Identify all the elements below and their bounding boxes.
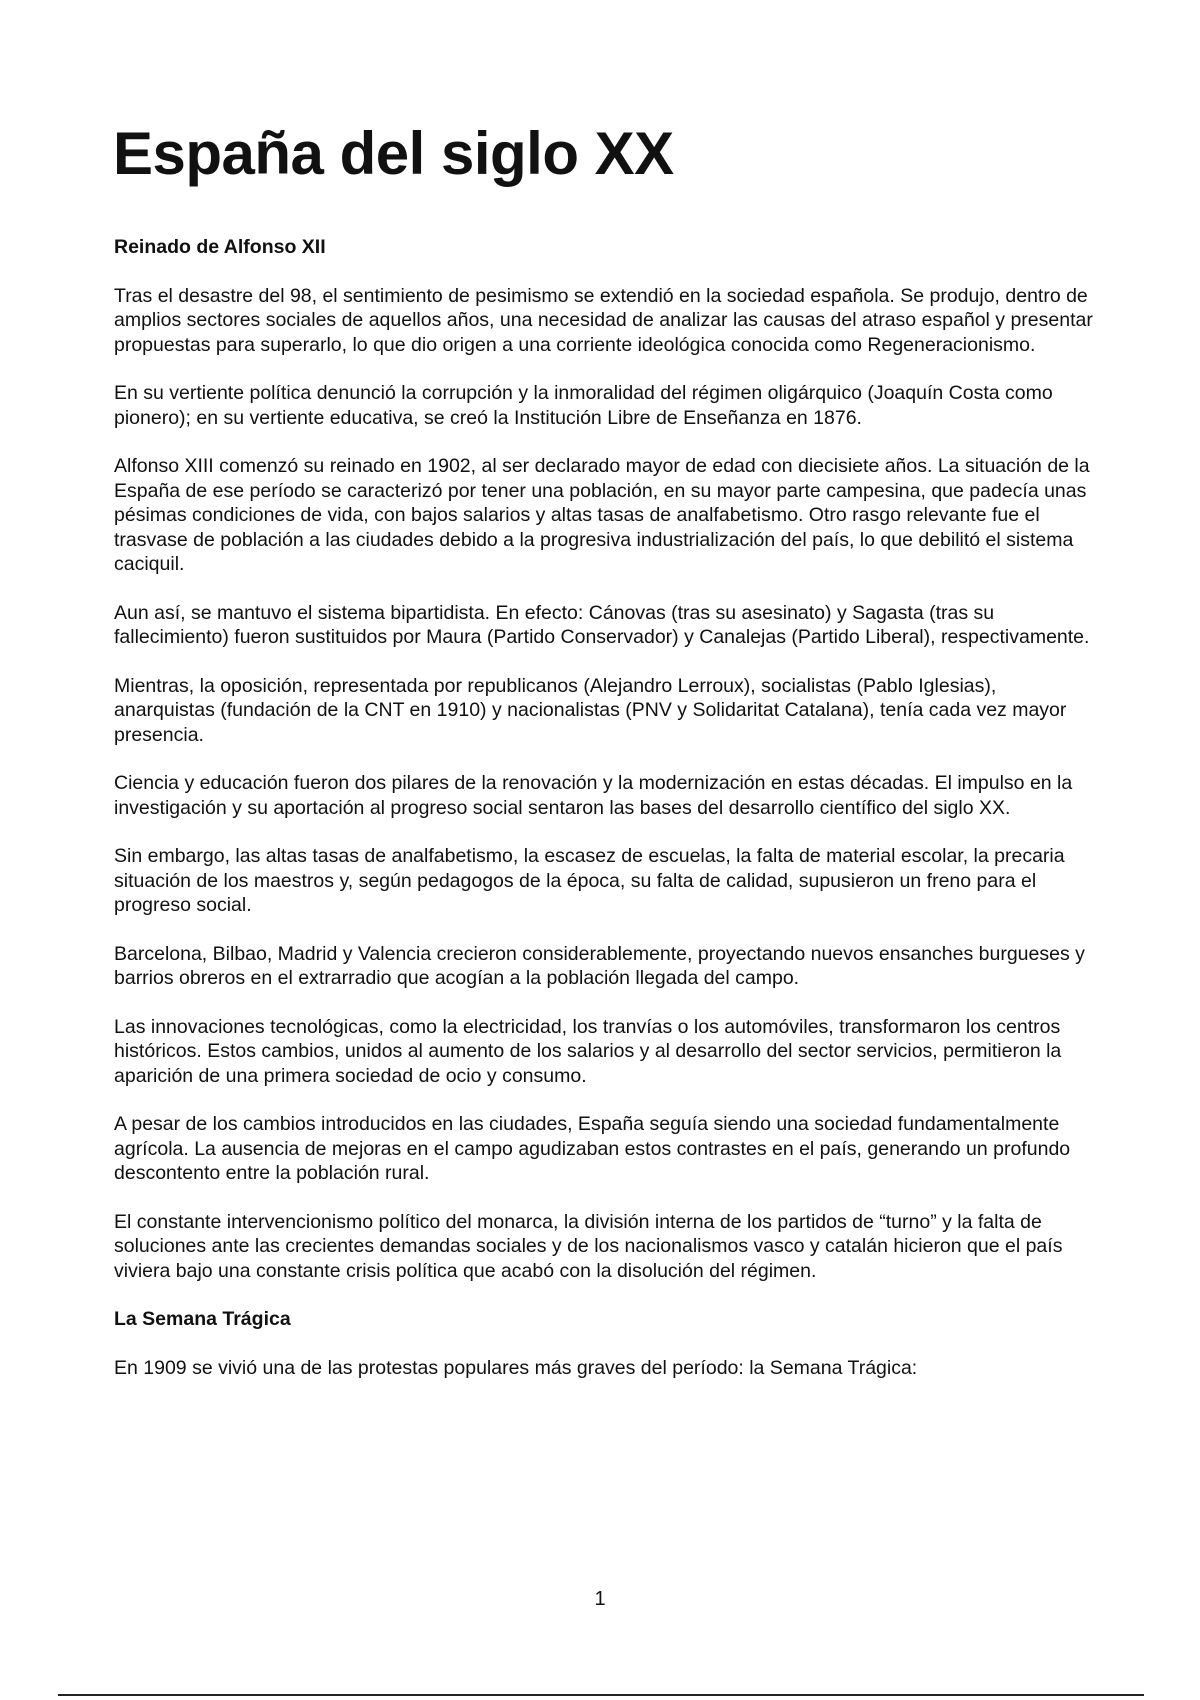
paragraph: Mientras, la oposición, representada por republicanos (Alejandro Lerroux), socialistas (Pablo Iglesias), anarquistas (fundación de la CNT en 1910) y nacionalistas (PNV y Solidaritat Catalana), tenía cada vez mayor presencia. bbox=[114, 674, 1067, 746]
paragraph: Barcelona, Bilbao, Madrid y Valencia crecieron considerablemente, proyectando nuevos ensanches burgueses y barrios obreros en el extrarradio que acogían a la población llegada del campo. bbox=[114, 942, 1085, 989]
page-title: España del siglo XX bbox=[113, 120, 674, 187]
section-heading-semana-tragica: La Semana Trágica bbox=[114, 1308, 291, 1330]
paragraph: Ciencia y educación fueron dos pilares de la renovación y la modernización en estas décadas. El impulso en la investigación y su aportación al progreso social sentaron las bases del desarrollo científico del siglo XX. bbox=[114, 772, 1073, 819]
page-bottom-divider bbox=[58, 1694, 1144, 1696]
paragraph: Aun así, se mantuvo el sistema bipartidista. En efecto: Cánovas (tras su asesinato) y Sagasta (tras su fallecimiento) fueron sustituidos por Maura (Partido Conservador) y Canalejas (Partido Liberal), respectivamente. bbox=[114, 601, 1090, 648]
paragraph: En su vertiente política denunció la corrupción y la inmoralidad del régimen oligárquico (Joaquín Costa como pionero); en su vertiente educativa, se creó la Institución Libre de Enseñanza en 1876. bbox=[114, 382, 1053, 429]
document-body bbox=[114, 235, 1099, 1404]
paragraph: Las innovaciones tecnológicas, como la electricidad, los tranvías o los automóviles, transformaron los centros históricos. Estos cambios, unidos al aumento de los salarios y al desarrollo del sector servicios, permitieron la aparición de una primera sociedad de ocio y consumo. bbox=[114, 1015, 1062, 1087]
section-heading-alfonso: Reinado de Alfonso XII bbox=[114, 236, 326, 258]
paragraph: Alfonso XIII comenzó su reinado en 1902, al ser declarado mayor de edad con diecisiete años. La situación de la España de ese período se caracterizó por tener una población, en su mayor parte campesina, que padecía unas pésimas condiciones de vida, con bajos salarios y altas tasas de analfabetismo. Otro rasgo relevante fue el trasvase de población a las ciudades debido a la progresiva industrialización del país, lo que debilitó el sistema caciquil. bbox=[114, 455, 1090, 575]
paragraph: Tras el desastre del 98, el sentimiento de pesimismo se extendió en la sociedad española. Se produjo, dentro de amplios sectores sociales de aquellos años, una necesidad de analizar las causas del atraso español y presentar propuestas para superarlo, lo que dio origen a una corriente ideológica conocida como Regeneracionismo. bbox=[114, 284, 1093, 356]
paragraph: En 1909 se vivió una de las protestas populares más graves del período: la Semana Trágica: bbox=[114, 1356, 918, 1379]
page-number: 1 bbox=[594, 1588, 606, 1610]
paragraph: Sin embargo, las altas tasas de analfabetismo, la escasez de escuelas, la falta de material escolar, la precaria situación de los maestros y, según pedagogos de la época, su falta de calidad, supusieron un freno para el progreso social. bbox=[114, 845, 1065, 916]
paragraph: El constante intervencionismo político del monarca, la división interna de los partidos de “turno” y la falta de soluciones ante las crecientes demandas sociales y de los nacionalismos vasco y catalán hicieron que el país viviera bajo una constante crisis política que acabó con la disolución del régimen. bbox=[114, 1210, 1063, 1282]
paragraph: A pesar de los cambios introducidos en las ciudades, España seguía siendo una sociedad fundamentalmente agrícola. La ausencia de mejoras en el campo agudizaban estos contrastes en el país, generando un profundo descontento entre la población rural. bbox=[114, 1113, 1071, 1184]
